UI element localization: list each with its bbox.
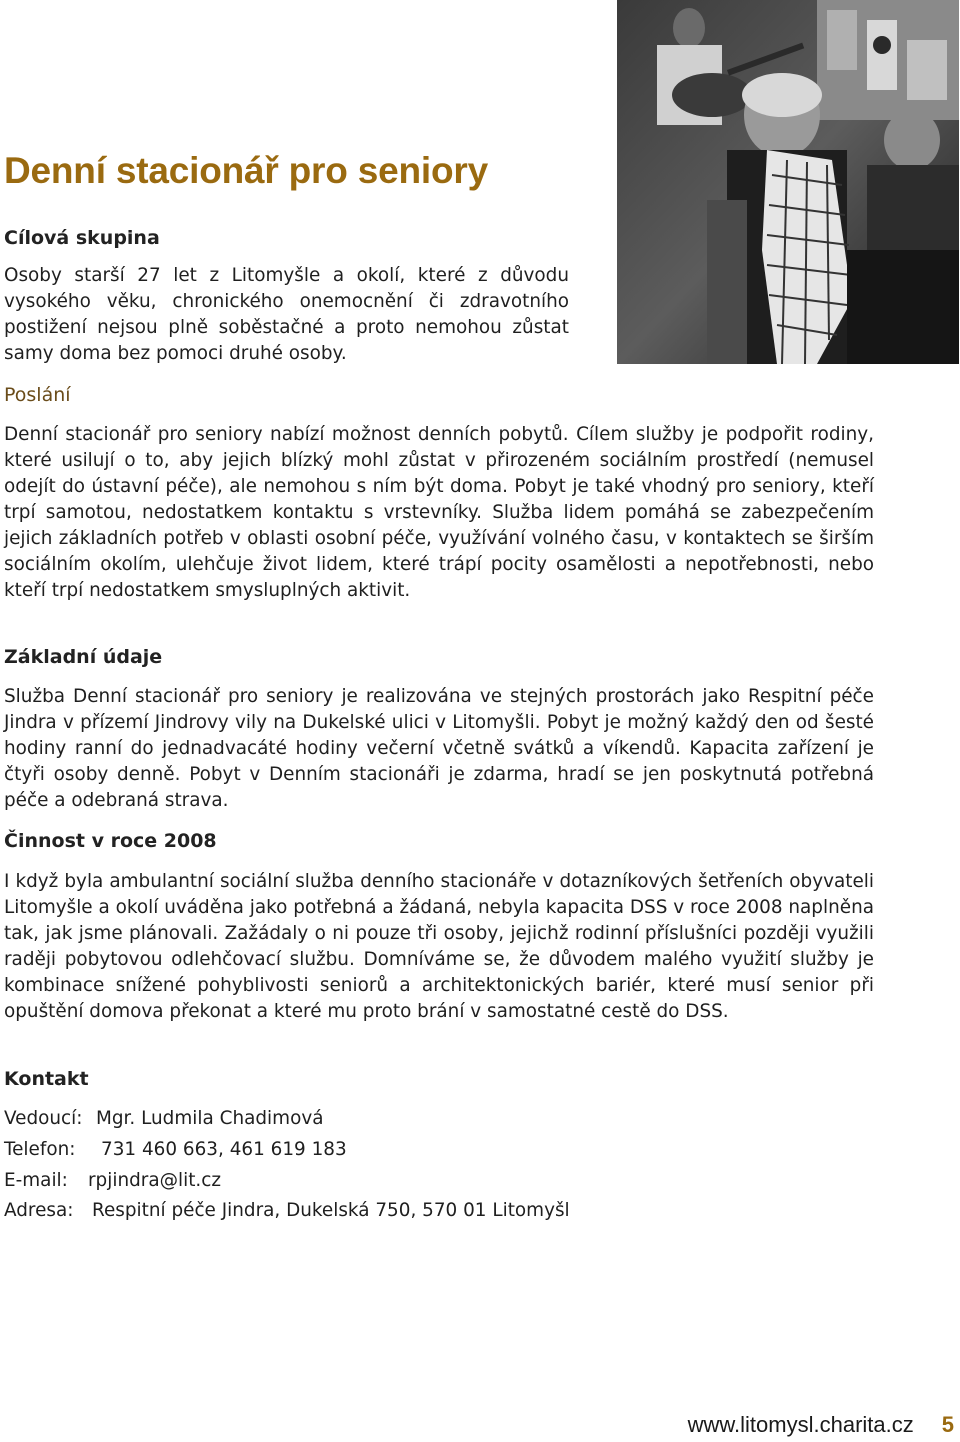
- basic-info-text: Služba Denní stacionář pro seniory je realizována ve stejných prostorách jako Respitní péče Jindra v přízemí Jindrovy vily na Dukelské ulici v Litomyšli. Pobyt je možný každý den od šesté hodiny ranní do jednadvacáté hodiny večerní včetně svátků a víkendů. Kapacita zařízení je čtyři osoby denně. Pobyt v Denním stacionáři je zdarma, hradí se jen poskytnutá potřebná péče a odebraná strava.: [4, 686, 874, 811]
- mission-text: Denní stacionář pro seniory nabízí možnost denních pobytů. Cílem služby je podpořit rodiny, které usilují o to, aby jejich blízký mohl zůstat v přirozeném sociálním prostředí (nemusel odejít do ústavní péče), ale nemohou s ním být doma. Pobyt je také vhodný pro seniory, kteří trpí samotou, nedostatkem kontaktu s vrstevníky. Služba lidem pomáhá se zabezpečením jejich základních potřeb v oblasti osobní péče, využívání volného času, v kontaktech se širším sociálním okolím, ulehčuje život lidem, které trápí pocity osamělosti a nepotřebnosti, nebo kteří trpí nedostatkem smysluplných aktivit.: [4, 424, 874, 601]
- footer-url[interactable]: www.litomysl.charita.cz: [687, 1412, 914, 1437]
- section-heading-mission: Poslání: [4, 384, 71, 406]
- contact-row-phone: [4, 1137, 347, 1163]
- page-number: 5: [941, 1412, 954, 1437]
- contact-label: E-mail:: [4, 1170, 68, 1191]
- contact-label: Vedoucí:: [4, 1108, 83, 1129]
- email-link[interactable]: rpjindra@lit.cz: [88, 1170, 222, 1191]
- contact-value: Respitní péče Jindra, Dukelská 750, 570 01 Litomyšl: [92, 1200, 570, 1221]
- photo-icon: [617, 0, 959, 364]
- contact-label: Telefon:: [4, 1139, 76, 1160]
- page-footer: [560, 1412, 954, 1438]
- contact-value: 731 460 663, 461 619 183: [101, 1139, 347, 1160]
- activity-text: I když byla ambulantní sociální služba denního stacionáře v dotazníkových šetřeních obyvateli Litomyšle a okolí uváděna jako potřebná a žádaná, nebyla kapacita DSS v roce 2008 naplněna tak, jak jsme plánovali. Zažádaly o ni pouze tři osoby, jejichž rodinní příslušníci později využili raději pobytovou odlehčovací službu. Domníváme se, že důvodem malého využití služby je kombinace snížené pohyblivosti seniorů a architektonických bariér, které musí senior při opuštění domova překonat a které mu proto brání v samostatné cestě do DSS.: [4, 871, 874, 1022]
- contact-label: Adresa:: [4, 1200, 74, 1221]
- photo-seniors-with-guitarist: [617, 0, 959, 364]
- section-heading-activity: Činnost v roce 2008: [4, 830, 217, 852]
- contact-row-address: [4, 1198, 570, 1224]
- section-heading-contact: Kontakt: [4, 1068, 89, 1090]
- section-heading-basic-info: Základní údaje: [4, 646, 163, 668]
- page-title: Denní stacionář pro seniory: [4, 150, 488, 191]
- contact-row-manager: [4, 1106, 323, 1132]
- target-group-text: Osoby starší 27 let z Litomyšle a okolí, které z důvodu vysokého věku, chronického onemocnění či zdravotního postižení nejsou plně soběstačné a proto nemohou zůstat samy doma bez pomoci druhé osoby.: [4, 265, 569, 364]
- contact-value: Mgr. Ludmila Chadimová: [96, 1108, 324, 1129]
- contact-row-email: [4, 1168, 221, 1194]
- section-heading-target-group: Cílová skupina: [4, 227, 160, 249]
